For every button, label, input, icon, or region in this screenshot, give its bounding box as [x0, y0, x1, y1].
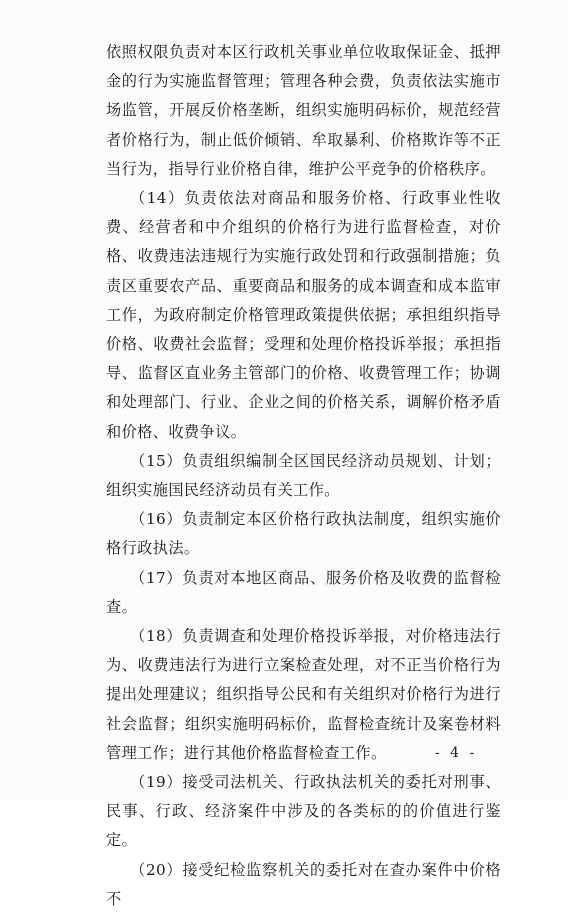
body-text	[106, 38, 501, 914]
paragraph-continuation: 依照权限负责对本区行政机关事业单位收取保证金、抵押金的行为实施监督管理；管理各种会费，负责依法实施市场监管，开展反价格垄断，组织实施明码标价，规范经营者价格行为，制止低价倾销、牟取暴利、价格欺诈等不正当行为，指导行业价格自律，维护公平竞争的价格秩序。	[106, 43, 501, 178]
paragraph-item-16: （16）负责制定本区价格行政执法制度，组织实施价格行政执法。	[106, 510, 501, 558]
page-number: - 4 -	[435, 745, 478, 761]
paragraph-item-17: （17）负责对本地区商品、服务价格及收费的监督检查。	[106, 568, 501, 616]
paragraph-item-20: （20）接受纪检监察机关的委托对在查办案件中价格不	[106, 860, 501, 908]
paragraph-item-14: （14）负责依法对商品和服务价格、行政事业性收费、经营者和中介组织的价格行为进行监督检查，对价格、收费违法违规行为实施行政处罚和行政强制措施；负责区重要农产品、重要商品和服务的成本调查和成本监审工作，为政府制定价格管理政策提供依据；承担组织指导价格、收费社会监督；受理和处理价格投诉举报；承担指导、监督区直业务主管部门的价格、收费管理工作；协调和处理部门、行业、企业之间的价格关系，调解价格矛盾和价格、收费争议。	[106, 189, 501, 441]
paragraph-item-15: （15）负责组织编制全区国民经济动员规划、计划；组织实施国民经济动员有关工作。	[106, 451, 501, 500]
paragraph-item-19: （19）接受司法机关、行政执法机关的委托对刑事、民事、行政、经济案件中涉及的各类标的的价值进行鉴定。	[106, 773, 501, 850]
paragraph-item-18: （18）负责调查和处理价格投诉举报，对价格违法行为、收费违法行为进行立案检查处理，对不正当价格行为提出处理建议；组织指导公民和有关组织对价格行为进行社会监督；组织实施明码标价，监督检查统计及案卷材料管理工作；进行其他价格监督检查工作。	[106, 627, 501, 762]
